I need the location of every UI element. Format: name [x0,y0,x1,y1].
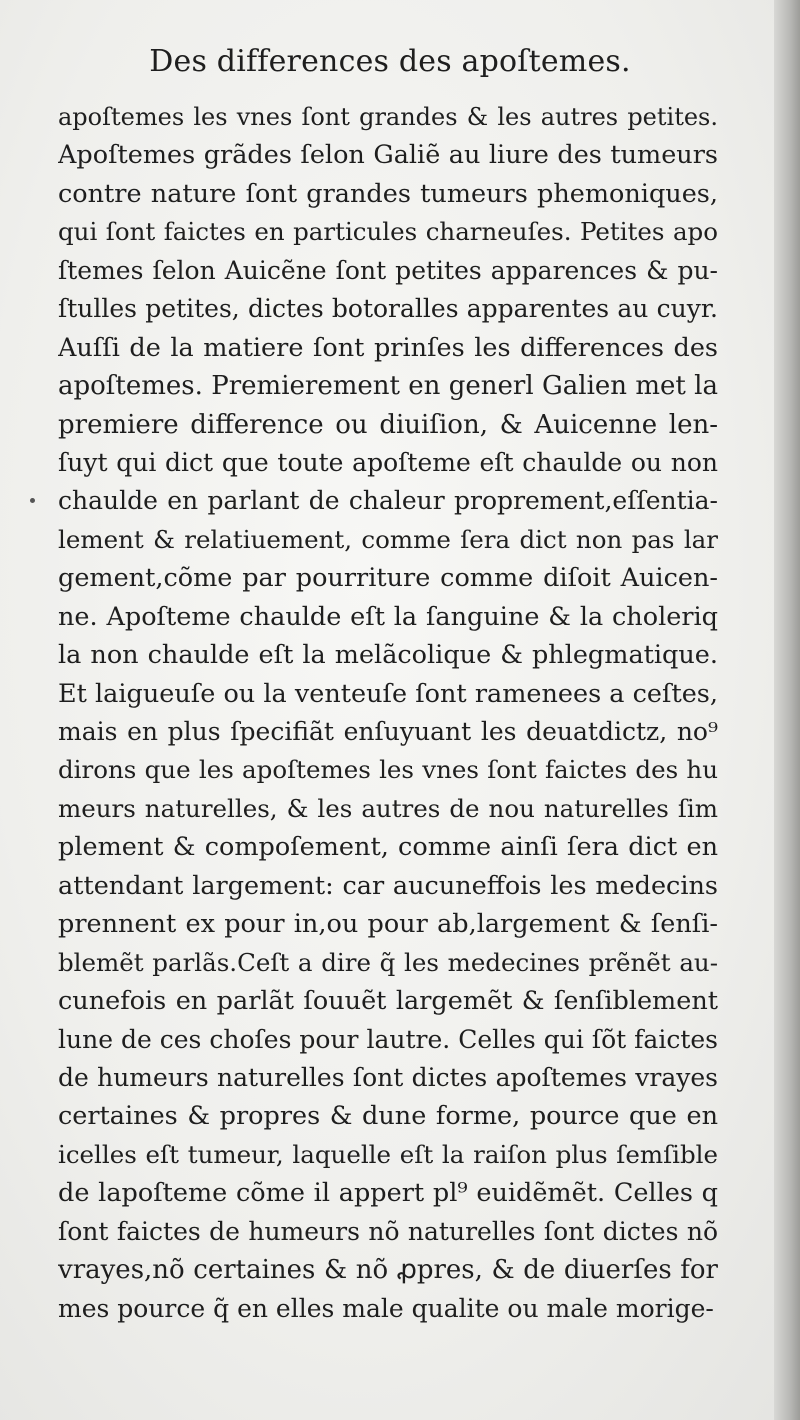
text-line-32: mes pource q̃ en elles male qualite ou male morige- [58,1293,714,1323]
text-line-26: de humeurs naturelles ſont dictes apoſtemes vrayes [58,1062,718,1092]
text-line-17: mais en plus ſpecifiãt enſuyuant les deuatdictz, no⁹ [58,717,718,746]
text-line-25: lune de ces choſes pour lautre. Celles qui ſõt faictes [58,1024,718,1054]
text-line-2: Apoſtemes grãdes ſelon Galiẽ au liure des tumeurs [58,140,718,171]
text-line-14: ne. Apoſteme chaulde eſt la ſanguine & la choleriq [58,601,718,632]
text-line-8: apoſtemes. Premierement en generl Galien met la [58,371,718,402]
margin-mark [30,498,35,503]
body-text [58,98,718,1328]
text-line-22: prennent ex pour in,ou pour ab,largement & ſenſi- [58,909,718,940]
text-line-21: attendant largement: car aucuneffois les medecins [58,870,718,901]
text-line-24: cunefois en parlãt ſouuẽt largemẽt & ſenſiblement [58,986,718,1017]
running-head: Des differences des apoſtemes. [149,44,631,79]
text-line-3: contre nature ſont grandes tumeurs phemoniques, [58,178,718,209]
text-line-28: icelles eſt tumeur, laquelle eſt la raiſon plus ſemſible [58,1139,718,1169]
text-line-27: certaines & propres & dune forme, pource que en [58,1101,718,1132]
text-line-1: apoſtemes les vnes ſont grandes & les autres petites. [58,103,718,131]
text-line-9: premiere difference ou diuiſion, & Auicenne len- [58,409,718,440]
text-line-30: ſont faictes de humeurs nõ naturelles ſont dictes nõ [58,1216,718,1246]
text-line-13: gement,cõme par pourriture comme diſoit Auicen- [58,563,718,594]
text-line-5: ſtemes ſelon Auicẽne ſont petites apparences & pu- [58,255,718,285]
text-line-19: meurs naturelles, & les autres de nou naturelles ſim [58,793,718,823]
text-line-6: ſtulles petites, dictes botoralles apparentes au cuyr. [58,294,718,324]
page-gutter-shadow [774,0,800,1420]
text-line-31: vrayes,nõ certaines & nõ ꝓpres, & de diuerſes for [58,1255,718,1286]
text-line-18: dirons que les apoſtemes les vnes ſont faictes des hu [58,755,718,785]
text-line-4: qui ſont faictes en particules charneuſes. Petites apo [58,217,718,247]
text-line-12: lement & relatiuement, comme ſera dict non pas lar [58,524,718,554]
text-line-7: Auſſi de la matiere ſont prinſes les differences des [58,332,718,363]
text-line-20: plement & compoſement, comme ainſi ſera dict en [58,832,718,863]
text-line-11: chaulde en parlant de chaleur proprement,eſſentia- [58,486,718,516]
text-line-16: Et laigueuſe ou la venteuſe ſont ramenees a ceſtes, [58,678,718,709]
text-line-29: de lapoſteme cõme il appert pl⁹ euidẽmẽt. Celles q [58,1178,718,1209]
text-line-10: ſuyt qui dict que toute apoſteme eſt chaulde ou non [58,447,718,477]
text-line-15: la non chaulde eſt la melãcolique & phlegmatique. [58,640,718,671]
text-line-23: blemẽt parlãs.Ceſt a dire q̃ les medecines prẽnẽt au- [58,947,718,977]
